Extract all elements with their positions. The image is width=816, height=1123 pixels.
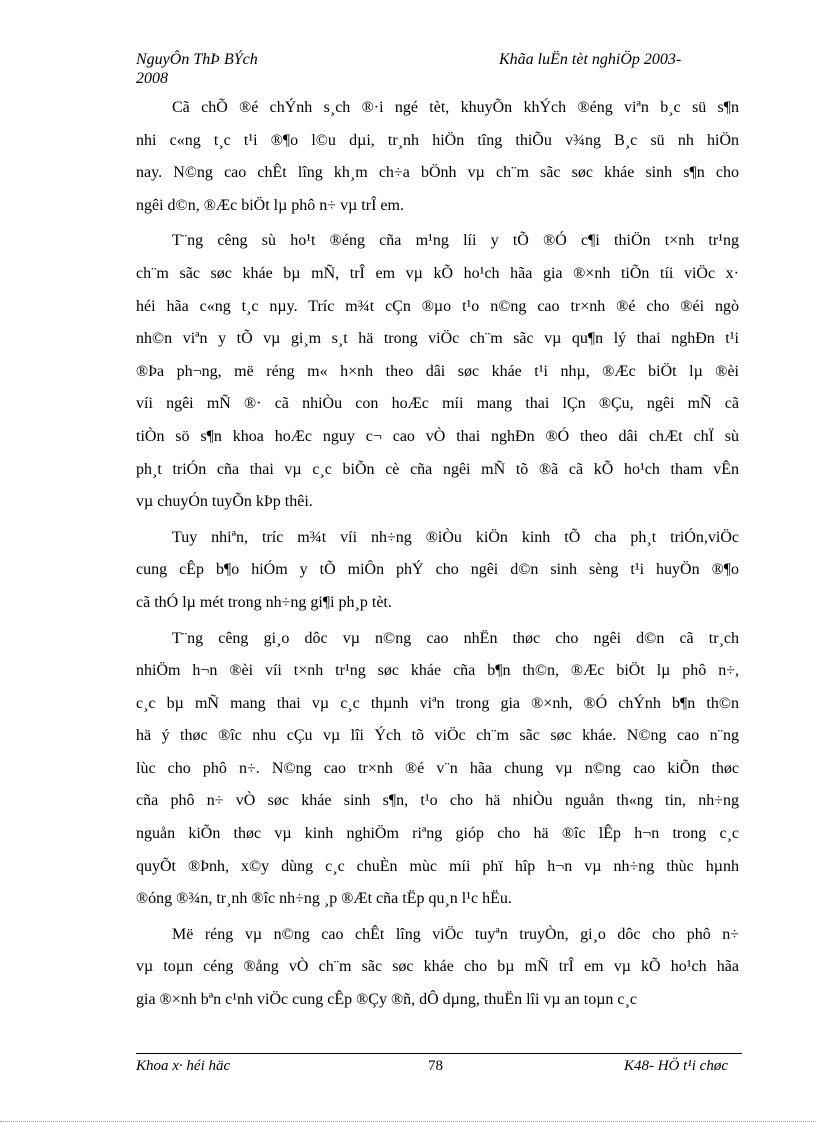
paragraph-line: T¨ng cêng gi¸o dôc vµ n©ng cao nhËn thøc cho ngêi d©n cã tr¸ch <box>172 629 739 647</box>
paragraph-line: nhi c«ng t¸c t¹i ®¶o l©u dµi, tr¸nh hiÖn tîng thiÕu v¾ng B¸c sü nh hiÖn <box>136 131 739 149</box>
paragraph-line: Cã chÕ ®é chÝnh s¸ch ®·i ngé tèt, khuyÕn khÝch ®éng viªn b¸c sü s¶n <box>172 99 739 116</box>
paragraph-line: lùc cho phô n÷. N©ng cao tr×nh ®é v¨n hãa chung vµ n©ng cao kiÕn thøc <box>136 759 739 777</box>
paragraph-line: nhiÖm h¬n ®èi víi t×nh tr¹ng søc kháe cña b¶n th©n, ®Æc biÖt lµ phô n÷, <box>136 662 739 680</box>
header-author: NguyÔn ThÞ BÝch <box>136 51 258 68</box>
page-number: 78 <box>428 1058 443 1074</box>
paragraph-line: nguån kiÕn thøc vµ kinh nghiÖm riªng gióp cho hä ®îc lÊp h¬n trong c¸c <box>136 825 739 843</box>
paragraph-line: vµ chuyÓn tuyÕn kÞp thêi. <box>136 493 313 511</box>
paragraph-line: cña phô n÷ vÒ søc kháe sinh s¶n, t¹o cho hä nhiÒu nguån th«ng tin, nh÷ng <box>136 792 739 810</box>
paragraph-line: Më réng vµ n©ng cao chÊt lîng viÖc tuyªn truyÒn, gi¸o dôc cho phô n÷ <box>172 925 739 943</box>
paragraph-line: ngêi d©n, ®Æc biÖt lµ phô n÷ vµ trÎ em. <box>136 196 404 214</box>
paragraph-line: Tuy nhiªn, tríc m¾t víi nh÷ng ®iÒu kiÖn kinh tÕ cha ph¸t triÓn,viÖc <box>172 528 739 546</box>
paragraph <box>136 522 739 620</box>
paragraph-line: cung cÊp b¶o hiÓm y tÕ miÔn phÝ cho ngêi d©n sinh sèng t¹i huyÖn ®¶o <box>136 561 739 579</box>
paragraph-line: héi hãa c«ng t¸c nµy. Tríc m¾t cÇn ®µo t¹o n©ng cao tr×nh ®é cho ®éi ngò <box>136 297 739 315</box>
footer-divider <box>136 1053 742 1054</box>
page-edge-divider <box>0 1121 816 1122</box>
document-body <box>136 92 739 1017</box>
paragraph-line: víi ngêi mÑ ®· cã nhiÒu con hoÆc míi mang thai lÇn ®Çu, ngêi mÑ cã <box>136 395 739 413</box>
paragraph-line: nay. N©ng cao chÊt lîng kh¸m ch÷a bÖnh vµ ch¨m sãc søc kháe sinh s¶n cho <box>136 164 739 182</box>
paragraph-line: T¨ng cêng sù ho¹t ®éng cña m¹ng líi y tÕ ®Ó c¶i thiÖn t×nh tr¹ng <box>172 232 739 250</box>
paragraph-line: vµ toµn céng ®ång vÒ ch¨m sãc søc kháe cho bµ mÑ trÎ em vµ kÕ ho¹ch hãa <box>136 958 739 976</box>
paragraph <box>136 92 739 222</box>
paragraph-line: ph¸t triÓn cña thai vµ c¸c biÕn cè cña ngêi mÑ tõ ®ã cã kÕ ho¹ch tham vÊn <box>136 460 739 478</box>
paragraph <box>136 623 739 916</box>
paragraph-line: cã thÓ lµ mét trong nh÷ng gi¶i ph¸p tèt. <box>136 593 392 611</box>
paragraph <box>136 225 739 518</box>
paragraph-line: tiÒn sö s¶n khoa hoÆc nguy c¬ cao vÒ thai nghÐn ®Ó theo dâi chÆt chÏ sù <box>136 427 739 445</box>
paragraph-line: nh©n viªn y tÕ vµ gi¸m s¸t hä trong viÖc ch¨m sãc vµ qu¶n lý thai nghÐn t¹i <box>136 330 739 348</box>
paragraph-line: hä ý thøc ®îc nhu cÇu vµ lîi Ých tõ viÖc ch¨m sãc søc kháe. N©ng cao n¨ng <box>136 727 739 745</box>
header-title-wrap: 2008 <box>136 70 168 87</box>
page-footer <box>136 1058 742 1078</box>
paragraph <box>136 919 739 1017</box>
paragraph-line: gia ®×nh bªn c¹nh viÖc cung cÊp ®Çy ®ñ, dÔ dµng, thuËn lîi vµ an toµn c¸c <box>136 991 637 1009</box>
paragraph-line: quyÕt ®Þnh, x©y dùng c¸c chuÈn mùc míi phï hîp h¬n vµ nh÷ng thùc hµnh <box>136 857 739 875</box>
footer-class: K48- HÖ t¹i chøc <box>623 1058 728 1074</box>
header-title: Khãa luËn tèt nghiÖp 2003- <box>499 51 682 68</box>
footer-faculty: Khoa x· héi häc <box>136 1058 231 1074</box>
paragraph-line: ch¨m sãc søc kháe bµ mÑ, trÎ em vµ kÕ ho¹ch hãa gia ®×nh tiÕn tíi viÖc x· <box>136 264 739 282</box>
paragraph-line: ®óng ®¾n, tr¸nh ®îc nh÷ng ¸p ®Æt cña tËp qu¸n l¹c hËu. <box>136 890 512 908</box>
paragraph-line: ®Þa ph¬ng, më réng m« h×nh theo dâi søc kháe t¹i nhµ, ®Æc biÖt lµ ®èi <box>136 362 739 380</box>
paragraph-line: c¸c bµ mÑ mang thai vµ c¸c thµnh viªn trong gia ®×nh, ®Ó chÝnh b¶n th©n <box>136 694 739 712</box>
